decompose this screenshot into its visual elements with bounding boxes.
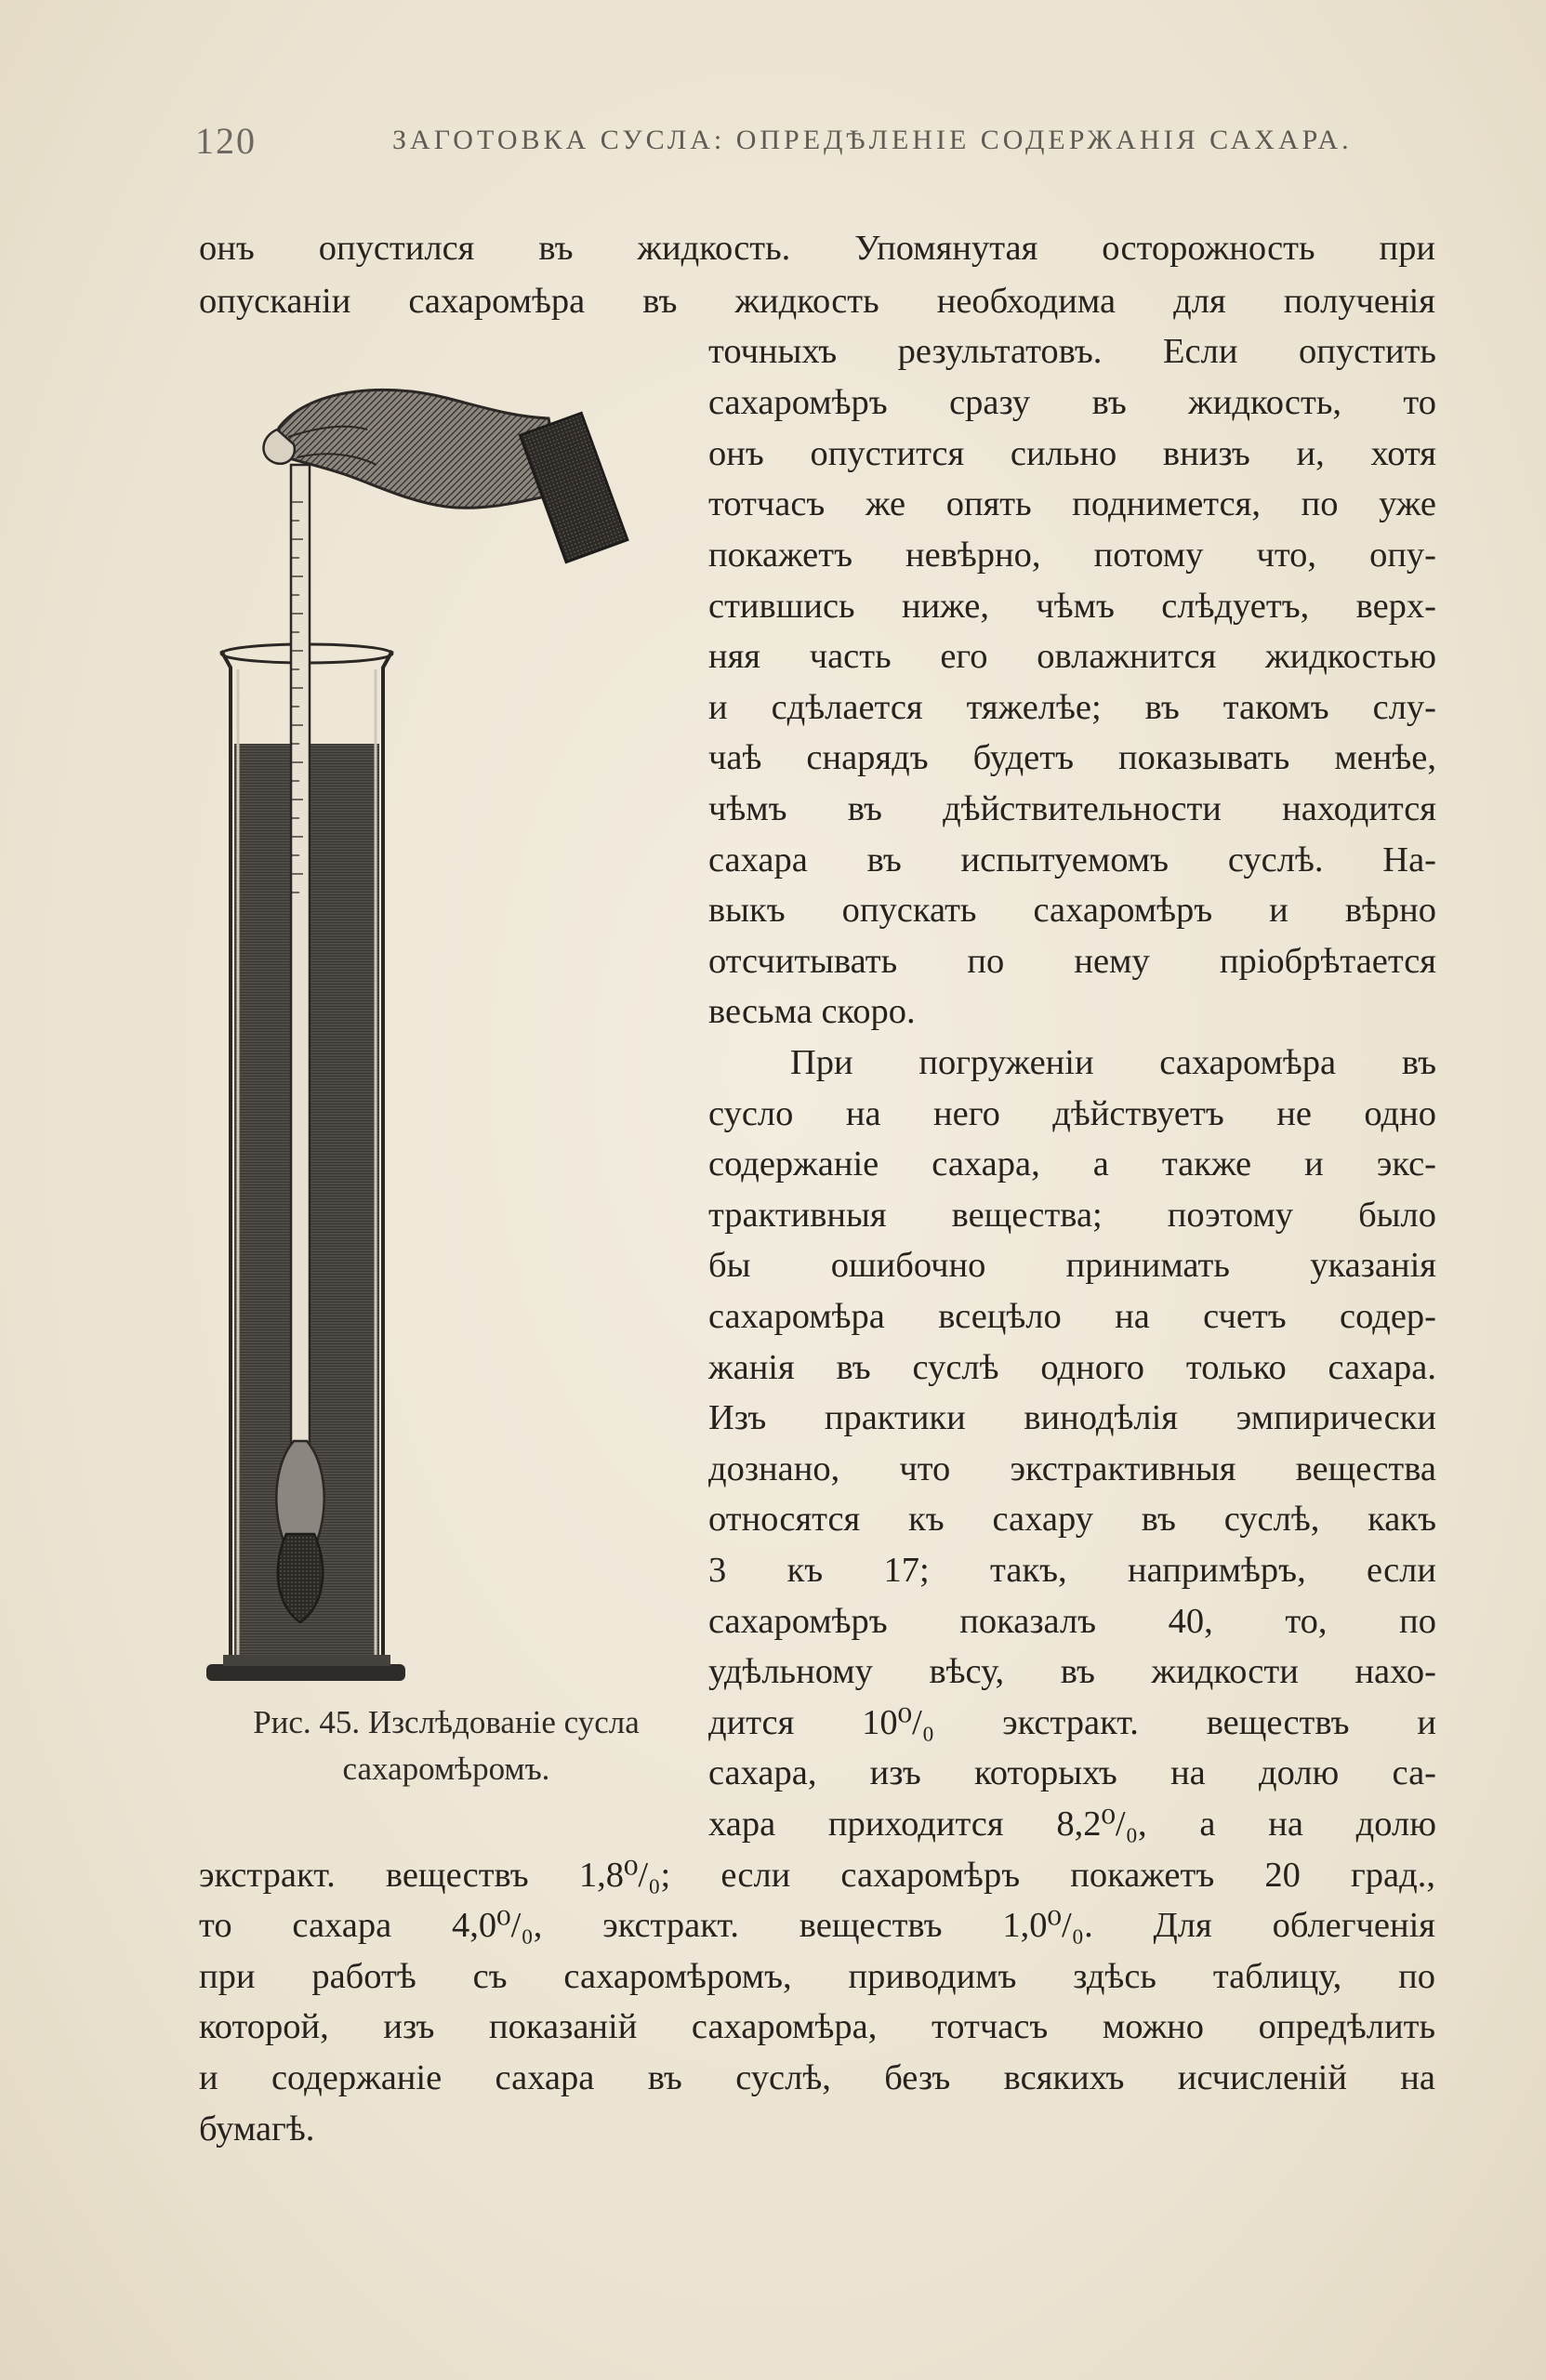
text-line: содержаніе сахара, а также и экс- xyxy=(708,1144,1436,1183)
text-line: и содержаніе сахара въ суслѣ, безъ всякихъ исчисленій на xyxy=(199,2058,1435,2097)
text-line: сахаромѣръ показалъ 40, то, по xyxy=(708,1602,1436,1641)
text-line: опусканіи сахаромѣра въ жидкость необходима для полученія xyxy=(199,282,1435,321)
running-head: ЗАГОТОВКА СУСЛА: ОПРЕДѢЛЕНІЕ СОДЕРЖАНІЯ САХАРА. xyxy=(392,125,1353,155)
text-line: бы ошибочно принимать указанія xyxy=(708,1246,1436,1285)
text-line: трактивныя вещества; поэтому было xyxy=(708,1196,1436,1235)
saccharometer-illustration xyxy=(205,372,688,1701)
text-line: Изъ практики винодѣлія эмпирически xyxy=(708,1398,1436,1437)
text-line: сахаромѣра всецѣло на счетъ содер- xyxy=(708,1297,1436,1336)
page-number: 120 xyxy=(195,120,257,162)
text-line: при работѣ съ сахаромѣромъ, приводимъ здѣсь таблицу, по xyxy=(199,1957,1435,1996)
text-line: жанія въ суслѣ одного только сахара. xyxy=(708,1348,1436,1387)
text-line: чаѣ снарядъ будетъ показывать менѣе, xyxy=(708,738,1436,777)
text-line: 3 къ 17; такъ, напримѣръ, если xyxy=(708,1551,1436,1590)
text-line: экстракт. веществъ 1,8⁰/₀; если сахаромѣръ покажетъ 20 град., xyxy=(199,1856,1435,1895)
text-line: удѣльному вѣсу, въ жидкости нахо- xyxy=(708,1652,1436,1691)
text-line: При погруженіи сахаромѣра въ xyxy=(790,1043,1436,1082)
figure-caption xyxy=(186,1699,707,1792)
text-line: стившись ниже, чѣмъ слѣдуетъ, верх- xyxy=(708,587,1436,626)
text-line: покажетъ невѣрно, потому что, опу- xyxy=(708,536,1436,575)
caption-line-1: Рис. 45. Изслѣдованіе сусла xyxy=(253,1704,640,1740)
text-line: то сахара 4,0⁰/₀, экстракт. веществъ 1,0⁰/₀. Для облегченія xyxy=(199,1906,1435,1945)
text-line: бумагѣ. xyxy=(199,2109,315,2149)
text-line: выкъ опускать сахаромѣръ и вѣрно xyxy=(708,891,1436,930)
text-line: хара приходится 8,2⁰/₀, а на долю xyxy=(708,1805,1436,1844)
text-line: сусло на него дѣйствуетъ не одно xyxy=(708,1094,1436,1133)
page-header xyxy=(195,119,1351,175)
text-line: и сдѣлается тяжелѣе; въ такомъ слу- xyxy=(708,688,1436,727)
text-line: дознано, что экстрактивныя вещества xyxy=(708,1449,1436,1488)
text-line: весьма скоро. xyxy=(708,992,916,1031)
text-line: онъ опустился въ жидкость. Упомянутая осторожность при xyxy=(199,229,1435,268)
text-line: которой, изъ показаній сахаромѣра, тотчасъ можно опредѣлить xyxy=(199,2007,1435,2046)
text-line: дится 10⁰/₀ экстракт. веществъ и xyxy=(708,1703,1436,1742)
text-line: онъ опустится сильно внизъ и, хотя xyxy=(708,434,1436,473)
text-line: сахара, изъ которыхъ на долю са- xyxy=(708,1753,1436,1792)
text-line: няя часть его овлажнится жидкостью xyxy=(708,637,1436,676)
text-line: относятся къ сахару въ суслѣ, какъ xyxy=(708,1500,1436,1539)
text-line: точныхъ результатовъ. Если опустить xyxy=(708,332,1436,371)
text-line: чѣмъ въ дѣйствительности находится xyxy=(708,789,1436,828)
caption-line-2: сахаромѣромъ. xyxy=(342,1751,550,1787)
hand-drawing xyxy=(263,390,627,562)
text-line: отсчитывать по нему пріобрѣтается xyxy=(708,942,1436,981)
text-line: тотчасъ же опять поднимется, по уже xyxy=(708,484,1436,523)
text-line: сахара въ испытуемомъ суслѣ. На- xyxy=(708,840,1436,879)
text-line: сахаромѣръ сразу въ жидкость, то xyxy=(708,383,1436,422)
